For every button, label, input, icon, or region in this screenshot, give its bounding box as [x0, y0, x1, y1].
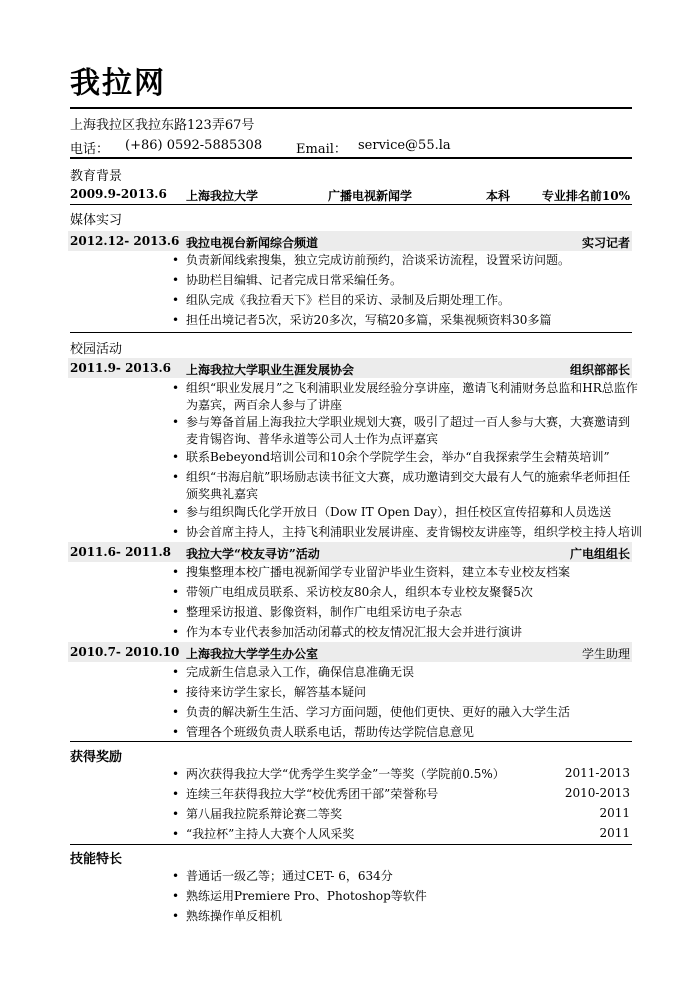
bullet-icon: • — [172, 889, 180, 903]
bullet-icon: • — [172, 313, 180, 327]
section-divider — [70, 204, 632, 205]
bullet-icon: • — [172, 787, 180, 801]
bullet-icon: • — [172, 665, 180, 679]
section-divider — [70, 157, 632, 159]
internship-org: 我拉电视台新闻综合频道 — [186, 236, 319, 250]
bullet-icon: • — [172, 293, 180, 307]
campus-entry-period: 2011.9- 2013.6 — [70, 361, 172, 375]
bullet-icon: • — [172, 807, 180, 821]
education-period: 2009.9-2013.6 — [70, 187, 167, 201]
section-divider — [70, 332, 632, 333]
bullet-icon: • — [172, 827, 180, 841]
section-title-skills: 技能特长 — [70, 852, 123, 867]
bullet-icon: • — [172, 685, 180, 699]
bullet-icon: • — [172, 525, 180, 539]
bullet-icon: • — [172, 565, 180, 579]
section-divider — [70, 741, 632, 742]
internship-role: 实习记者 — [581, 236, 630, 250]
bullet-icon: • — [172, 767, 180, 781]
section-title-education: 教育背景 — [70, 169, 123, 184]
bullet-icon: • — [172, 505, 180, 519]
campus-entry-org: 上海我拉大学学生办公室 — [186, 647, 319, 661]
section-title-awards: 获得奖励 — [70, 750, 123, 765]
bullet-icon: • — [172, 415, 180, 429]
section-title-internship: 媒体实习 — [70, 213, 123, 228]
phone-label: 电话： — [70, 142, 110, 157]
resume-page: 我拉网 上海我拉区我拉东路123弄67号 电话： (+86) 0592-5885308 Email： service@55.la 教育背景 2009.9-2013.6 上海我拉大学 广播电视新闻学 本科 专业排名前10% 媒体实习 2012.12- 2013.6 我拉电视台新闻综合频道 实习记者 • 负责新闻线索搜集，独立完成访前预约，洽谈采访流程，设置采访问题。 • 协助栏目编辑、记者完成日常采编任务。 • 组队完成《我拉看天下》栏目的采访、录制及后期处理工作。 • 担任出境记者5次，采访20多次，写稿20多篇，采集视频资料30多篇 校园活动 2011.9- 2013.6 上海我拉大学职业生涯发展协会 组织部部长 • 组织“职业发展月”之飞利浦职业发展经验分享讲座，邀请飞利浦财务总监和HR总监作 为嘉宾，两百余人参与了讲座 • 参与筹备首届上海我拉大学职业规划大赛，吸引了超过一百人参与大赛，大赛邀请到 麦肯锡咨询、普华永道等公司人士作为点评嘉宾 • 联系Bebeyond培训公司和10余个学院学生会，举办“自我探索学生会精英培训” • 组织“书海启航”职场励志读书征文大赛，成功邀请到交大最有人气的施索华老师担任 颁奖典礼嘉宾 • 参与组织陶氏化学开放日（Dow IT Open Day），担任校区宣传招募和人员选送 • 协会首席主持人，主持飞利浦职业发展讲座、麦肯锡校友讲座等，组织学校主持人培训 2011.6- 2011.8 我拉大学“校友寻访”活动 广电组组长 • 搜集整理本校广播电视新闻学专业留沪毕业生资料，建立本专业校友档案 • 带领广电组成员联系、采访校友80余人，组织本专业校友聚餐5次 • 整理采访报道、影像资料，制作广电组采访电子杂志 • 作为本专业代表参加活动闭幕式的校友情况汇报大会并进行演讲 2010.7- 2010.10 上海我拉大学学生办公室 学生助理 • 完成新生信息录入工作，确保信息准确无误 • 接待来访学生家长，解答基本疑问 • 负责的解决新生生活、学习方面问题，使他们更快、更好的融入大学生活 • 管理各个班级负责人联系电话，帮助传达学院信息意见 获得奖励 • 两次获得我拉大学“优秀学生奖学金”一等奖（学院前0.5%） 2011-2013 • 连续三年获得我拉大学“校优秀团干部”荣誉称号 2010-2013 • 第八届我拉院系辩论赛二等奖 2011 • “我拉杯”主持人大赛个人风采奖 2011 技能特长 • 普通话一级乙等；通过CET- 6，634分 • 熟练运用Premiere Pro、Photoshop等软件 • 熟练操作单反相机 — [70, 66, 643, 923]
award-year: 2011 — [599, 806, 630, 820]
education-rank: 专业排名前10% — [541, 189, 630, 203]
internship-period: 2012.12- 2013.6 — [70, 234, 180, 248]
bullet-icon: • — [172, 381, 180, 395]
section-title-campus: 校园活动 — [70, 342, 123, 357]
email-label: Email： — [296, 142, 347, 157]
campus-entry-org: 上海我拉大学职业生涯发展协会 — [186, 363, 355, 377]
bullet-icon: • — [172, 909, 180, 923]
email-address: service@55.la — [358, 138, 451, 153]
award-year: 2010-2013 — [564, 786, 630, 800]
bullet-icon: • — [172, 625, 180, 639]
bullet-icon: • — [172, 705, 180, 719]
campus-entry-role: 组织部部长 — [569, 363, 630, 377]
campus-entry-period: 2010.7- 2010.10 — [70, 645, 180, 659]
phone-number: (+86) 0592-5885308 — [125, 138, 263, 153]
bullet-icon: • — [172, 869, 180, 883]
bullet-icon: • — [172, 273, 180, 287]
campus-entry-period: 2011.6- 2011.8 — [70, 545, 172, 559]
bullet-icon: • — [172, 470, 180, 484]
education-degree: 本科 — [486, 189, 511, 203]
bullet-icon: • — [172, 605, 180, 619]
award-year: 2011-2013 — [564, 766, 630, 780]
education-major: 广播电视新闻学 — [328, 189, 413, 203]
bullet-icon: • — [172, 585, 180, 599]
campus-entry-role: 学生助理 — [581, 647, 630, 661]
campus-entry-org: 我拉大学“校友寻访”活动 — [186, 547, 320, 561]
header-divider — [70, 107, 632, 109]
bullet-icon: • — [172, 253, 180, 267]
bullet-icon: • — [172, 725, 180, 739]
resume-name: 我拉网 — [70, 66, 166, 101]
education-school: 上海我拉大学 — [186, 189, 259, 203]
section-divider — [70, 844, 632, 845]
address: 上海我拉区我拉东路123弄67号 — [70, 118, 255, 133]
campus-entry-role: 广电组组长 — [569, 547, 630, 561]
award-year: 2011 — [599, 826, 630, 840]
bullet-icon: • — [172, 450, 180, 464]
